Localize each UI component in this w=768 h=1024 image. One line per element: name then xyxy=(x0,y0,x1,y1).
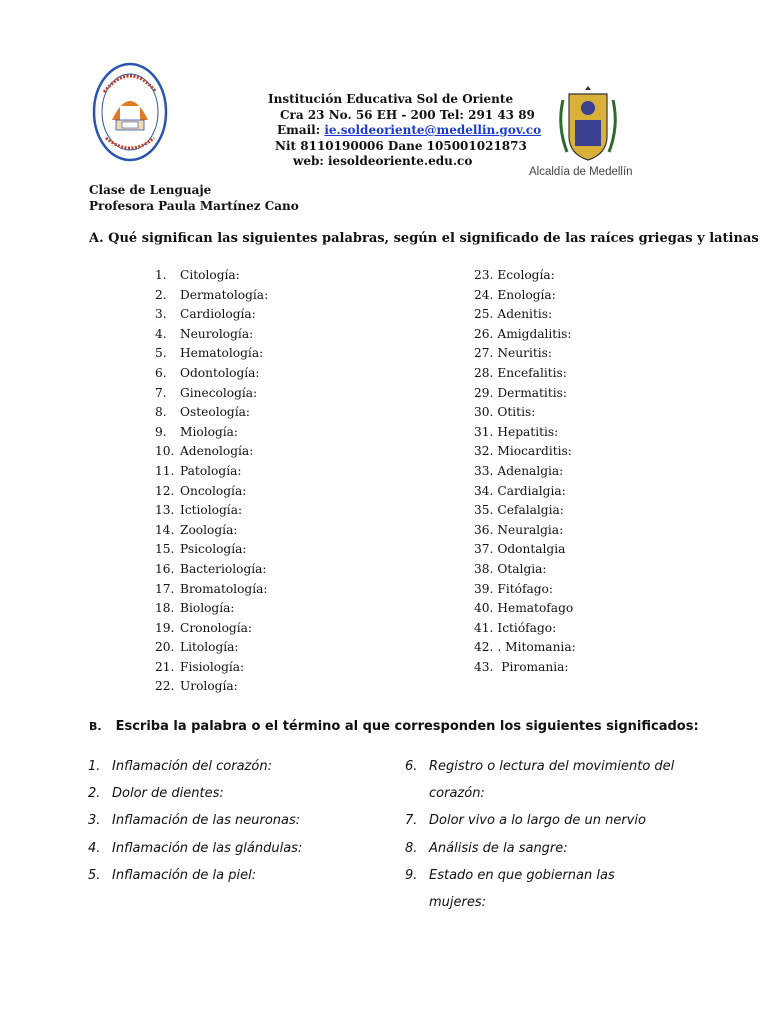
item-number: 32. xyxy=(474,444,494,459)
item-number: 4. xyxy=(88,840,101,856)
item-number: 1. xyxy=(88,759,101,774)
class-info xyxy=(89,182,299,214)
item-text: Adenología: xyxy=(180,444,254,459)
list-item xyxy=(474,501,576,521)
subject: Clase de Lenguaje xyxy=(89,183,212,197)
list-item xyxy=(155,266,268,286)
item-text: Biología: xyxy=(180,601,235,616)
item-text: Otalgia: xyxy=(497,561,547,576)
item-text: Osteología: xyxy=(180,405,251,420)
item-number: 37. xyxy=(474,542,494,557)
item-text: Hematología: xyxy=(180,346,264,361)
section-b-letter: B. xyxy=(89,720,102,733)
section-b-left-list xyxy=(88,753,388,889)
item-number: 2. xyxy=(155,287,167,302)
item-number: 5. xyxy=(88,867,101,883)
list-item xyxy=(405,862,675,916)
list-item xyxy=(155,540,268,560)
nit-line: Nit 8110190006 Dane 105001021873 xyxy=(275,138,527,153)
list-item xyxy=(155,482,268,502)
section-b-title xyxy=(89,719,699,734)
item-text: Estado en que gobiernan las mujeres: xyxy=(429,867,615,911)
item-number: 40. xyxy=(474,601,494,616)
list-item xyxy=(474,619,576,639)
section-a-right-list xyxy=(474,266,576,677)
item-number: 7. xyxy=(405,813,418,829)
list-item xyxy=(155,638,268,658)
email-line xyxy=(260,123,542,139)
list-item xyxy=(474,442,576,462)
item-number: 19. xyxy=(155,620,175,635)
list-item xyxy=(474,403,576,423)
item-number: 31. xyxy=(474,424,494,439)
alcaldia-caption: Alcaldía de Medellín xyxy=(529,166,633,178)
item-number: 1. xyxy=(155,268,167,282)
item-text: Amigdalitis: xyxy=(497,326,572,341)
list-item xyxy=(474,364,576,384)
list-item xyxy=(88,835,388,862)
teacher: Profesora Paula Martínez Cano xyxy=(89,199,299,213)
item-text: Litología: xyxy=(180,640,239,655)
address-line: Cra 23 No. 56 EH - 200 Tel: 291 43 89 xyxy=(280,107,535,122)
item-number: 12. xyxy=(155,483,175,498)
school-logo xyxy=(92,62,168,162)
item-text: Registro o lectura del movimiento del corazón: xyxy=(429,759,675,802)
web-line: web: iesoldeoriente.edu.co xyxy=(293,154,473,168)
item-number: 41. xyxy=(474,620,494,635)
item-text: Oncología: xyxy=(180,483,247,498)
item-text: Enología: xyxy=(497,287,556,302)
item-number: 25. xyxy=(474,307,494,322)
list-item xyxy=(88,807,388,834)
item-text: Encefalitis: xyxy=(497,365,567,380)
item-number: 4. xyxy=(155,326,167,341)
list-item xyxy=(405,753,675,807)
list-item xyxy=(474,560,576,580)
item-number: 39. xyxy=(474,581,494,596)
item-text: Ictiófago: xyxy=(497,620,557,635)
list-item xyxy=(155,599,268,619)
list-item xyxy=(155,462,268,482)
item-number: 18. xyxy=(155,601,175,616)
item-text: Neuritis: xyxy=(497,346,552,361)
list-item xyxy=(155,325,268,345)
item-number: 23. xyxy=(474,268,494,282)
item-number: 34. xyxy=(474,483,494,498)
item-number: 6. xyxy=(155,365,167,380)
item-text: Neurología: xyxy=(180,326,254,341)
item-number: 17. xyxy=(155,581,175,596)
list-item xyxy=(155,501,268,521)
list-item xyxy=(474,462,576,482)
item-text: Fisiología: xyxy=(180,659,245,674)
item-text: Inflamación de la piel: xyxy=(112,867,257,883)
item-text: Cardialgia: xyxy=(497,483,566,498)
list-item xyxy=(155,423,268,443)
item-number: 28. xyxy=(474,365,494,380)
list-item xyxy=(88,753,388,780)
list-item xyxy=(405,807,675,834)
list-item xyxy=(155,403,268,423)
item-text: Fitófago: xyxy=(497,581,554,596)
item-text: Otitis: xyxy=(497,405,536,420)
list-item xyxy=(474,521,576,541)
item-number: 33. xyxy=(474,463,494,478)
item-text: Dolor de dientes: xyxy=(112,786,224,802)
list-item xyxy=(474,599,576,619)
item-text: Inflamación de las glándulas: xyxy=(112,840,303,856)
item-text: Zoología: xyxy=(180,522,238,537)
list-item xyxy=(155,580,268,600)
list-item xyxy=(474,658,576,678)
item-text: Ecología: xyxy=(497,268,555,282)
list-item xyxy=(155,677,268,697)
list-item xyxy=(155,364,268,384)
list-item xyxy=(474,384,576,404)
list-item xyxy=(474,638,576,658)
item-number: 42. xyxy=(474,640,494,655)
item-text: Inflamación de las neuronas: xyxy=(112,813,301,829)
item-text: Dolor vivo a lo largo de un nervio xyxy=(429,813,646,829)
institution-info xyxy=(260,92,542,170)
item-number: 36. xyxy=(474,522,494,537)
item-text: Miología: xyxy=(180,424,239,439)
item-text: . Mitomania: xyxy=(497,640,576,655)
item-number: 8. xyxy=(405,840,418,856)
item-number: 13. xyxy=(155,503,175,518)
section-b-right-list xyxy=(405,753,675,916)
list-item xyxy=(155,305,268,325)
item-number: 10. xyxy=(155,444,175,459)
email-link[interactable]: ie.soldeoriente@medellin.gov.co xyxy=(324,123,542,137)
item-number: 30. xyxy=(474,405,494,420)
section-a-left-list xyxy=(155,266,268,697)
item-text: Miocarditis: xyxy=(497,444,572,459)
item-number: 22. xyxy=(155,679,175,694)
list-item xyxy=(88,862,388,889)
item-text: Ginecología: xyxy=(180,385,258,400)
item-text: Psicología: xyxy=(180,542,247,557)
list-item xyxy=(155,560,268,580)
list-item xyxy=(405,835,675,862)
item-text: Hepatitis: xyxy=(497,424,559,439)
item-number: 7. xyxy=(155,385,167,400)
item-text: Odontología: xyxy=(180,365,260,380)
item-number: 26. xyxy=(474,326,494,341)
item-text: Cefalalgia: xyxy=(497,503,564,518)
item-number: 20. xyxy=(155,640,175,655)
item-text: Piromania: xyxy=(497,659,569,674)
list-item xyxy=(155,286,268,306)
item-number: 9. xyxy=(405,867,418,883)
item-number: 38. xyxy=(474,561,494,576)
item-text: Patología: xyxy=(180,463,242,478)
item-number: 35. xyxy=(474,503,494,518)
item-number: 21. xyxy=(155,659,175,674)
section-a-title: A. Qué significan las siguientes palabras, según el significado de las raíces griegas y latinas xyxy=(89,231,759,246)
list-item xyxy=(155,344,268,364)
item-text: Adenitis: xyxy=(497,307,553,322)
item-text: Dermatología: xyxy=(180,287,269,302)
item-number: 3. xyxy=(88,813,101,829)
item-number: 15. xyxy=(155,542,175,557)
item-number: 16. xyxy=(155,561,175,576)
item-number: 29. xyxy=(474,385,494,400)
item-text: Inflamación del corazón: xyxy=(112,759,272,774)
item-number: 2. xyxy=(88,786,101,802)
item-number: 3. xyxy=(155,307,167,322)
item-number: 43. xyxy=(474,659,494,674)
institution-name: Institución Educativa Sol de Oriente xyxy=(268,92,514,106)
item-number: 11. xyxy=(155,463,175,478)
list-item xyxy=(474,580,576,600)
item-number: 14. xyxy=(155,522,175,537)
list-item xyxy=(474,344,576,364)
list-item xyxy=(155,384,268,404)
item-text: Citología: xyxy=(180,268,240,282)
item-number: 9. xyxy=(155,424,167,439)
list-item xyxy=(155,521,268,541)
item-text: Ictiología: xyxy=(180,503,243,518)
list-item xyxy=(88,780,388,807)
item-number: 5. xyxy=(155,346,167,361)
list-item xyxy=(155,619,268,639)
item-text: Análisis de la sangre: xyxy=(429,840,568,856)
list-item xyxy=(474,325,576,345)
item-text: Urología: xyxy=(180,679,238,694)
item-text: Neuralgia: xyxy=(497,522,564,537)
item-text: Bromatología: xyxy=(180,581,268,596)
item-number: 24. xyxy=(474,287,494,302)
item-text: Odontalgia xyxy=(497,542,566,557)
item-text: Dermatitis: xyxy=(497,385,567,400)
list-item xyxy=(474,305,576,325)
item-number: 27. xyxy=(474,346,494,361)
list-item xyxy=(155,442,268,462)
section-b-title-text: Escriba la palabra o el término al que corresponden los siguientes significados: xyxy=(115,719,699,734)
item-text: Cronología: xyxy=(180,620,252,635)
list-item xyxy=(474,482,576,502)
list-item xyxy=(474,540,576,560)
item-text: Bacteriología: xyxy=(180,561,267,576)
list-item xyxy=(155,658,268,678)
item-number: 6. xyxy=(405,759,418,774)
list-item xyxy=(474,266,576,286)
list-item xyxy=(474,286,576,306)
alcaldia-logo xyxy=(527,86,649,182)
item-number: 8. xyxy=(155,405,167,420)
item-text: Cardiología: xyxy=(180,307,256,322)
item-text: Adenalgia: xyxy=(497,463,564,478)
email-label: Email: xyxy=(277,123,321,137)
item-text: Hematofago xyxy=(497,601,574,616)
list-item xyxy=(474,423,576,443)
